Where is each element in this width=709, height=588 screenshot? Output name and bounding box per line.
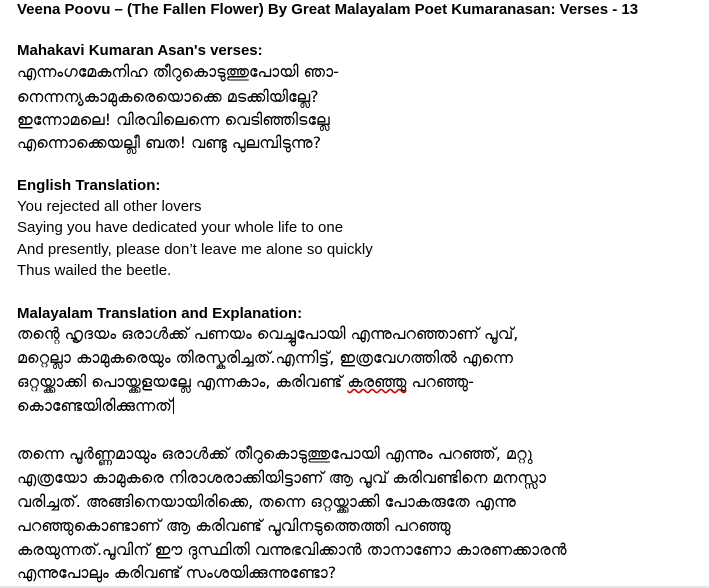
explanation-p2-line-2: എത്രയോ കാമുകരെ നിരാശരാക്കിയിട്ടാണ് ആ പൂവ് കരിവണ്ടിനെ മനസ്സാ — [17, 468, 546, 487]
explanation-p2-line-3: വരിച്ചത്. അങ്ങിനെയായിരിക്കെ, തന്നെ ഒറ്റയ്ക്കാക്കി പോകരുതേ എന്നു — [17, 492, 516, 511]
explanation-line-2: മറ്റെല്ലാ കാമുകരെയും തിരസ്കരിച്ചത്.എന്നിട്ട്, ഇത്രവേഗത്തിൽ എന്നെ — [17, 348, 513, 367]
explanation-heading: Malayalam Translation and Explanation: — [17, 305, 303, 322]
verse-line-3: ഇന്നോമലെ! വിരവിലെന്നെ വെടിഞ്ഞിടല്ലേ — [17, 110, 330, 129]
verses-heading: Mahakavi Kumaran Asan's verses: — [17, 42, 263, 59]
explanation-line-3-text: ഒറ്റയ്ക്കാക്കി പൊയ്ക്കളയല്ലേ എന്നകാം, കരിവണ്ട് — [17, 372, 343, 391]
text-cursor — [173, 397, 174, 414]
english-line-4: Thus wailed the beetle. — [17, 262, 172, 279]
explanation-line-3 — [17, 372, 474, 392]
misspelled-word[interactable]: കരഞ്ഞു — [347, 372, 407, 391]
verse-line-2: നെന്നന്യകാമുകരെയൊക്കെ മടക്കിയില്ലേ? — [17, 87, 319, 106]
english-line-2: Saying you have dedicated your whole life to one — [17, 219, 344, 236]
explanation-line-4 — [17, 396, 174, 416]
explanation-p2-line-5: കരയുന്നത്.പൂവിന് ഈ ദുസ്ഥിതി വന്നുഭവിക്കാൻ താനാണോ കാരണക്കാരൻ — [17, 540, 567, 559]
explanation-line-4-text: കൊണ്ടേയിരിക്കുന്നത് — [17, 396, 172, 415]
english-heading: English Translation: — [17, 177, 161, 194]
explanation-p2-line-4: പറഞ്ഞുകൊണ്ടാണ് ആ കരിവണ്ട് പൂവിനടുത്തെത്തി പറഞ്ഞു — [17, 516, 451, 535]
document-title: Veena Poovu – (The Fallen Flower) By Great Malayalam Poet Kumaranasan: Verses - 13 — [17, 1, 639, 18]
verse-line-1: എന്നംഗമേകനിഹ തീറുകൊടുത്തുപോയി ഞാ- — [17, 62, 339, 81]
explanation-p2-line-6: എന്നുപോലും കരിവണ്ട് സംശയിക്കുന്നുണ്ടോ? — [17, 563, 337, 582]
verse-line-4: എന്നൊക്കെയല്ലീ ബത! വണ്ടു പുലമ്പിടുന്നു? — [17, 133, 322, 152]
explanation-line-3-tail: പറഞ്ഞു- — [411, 372, 474, 391]
explanation-line-1: തന്റെ ഹൃദയം ഒരാൾക്ക് പണയം വെച്ചുപോയി എന്നുപറഞ്ഞാണ് പൂവ്, — [17, 324, 519, 343]
english-line-1: You rejected all other lovers — [17, 198, 202, 215]
explanation-p2-line-1: തന്നെ പൂർണ്ണമായും ഒരാൾക്ക് തീറുകൊടുത്തുപോയി എന്നും പറഞ്ഞ്, മറ്റു — [17, 444, 533, 463]
english-line-3: And presently, please don’t leave me alone so quickly — [17, 241, 373, 258]
